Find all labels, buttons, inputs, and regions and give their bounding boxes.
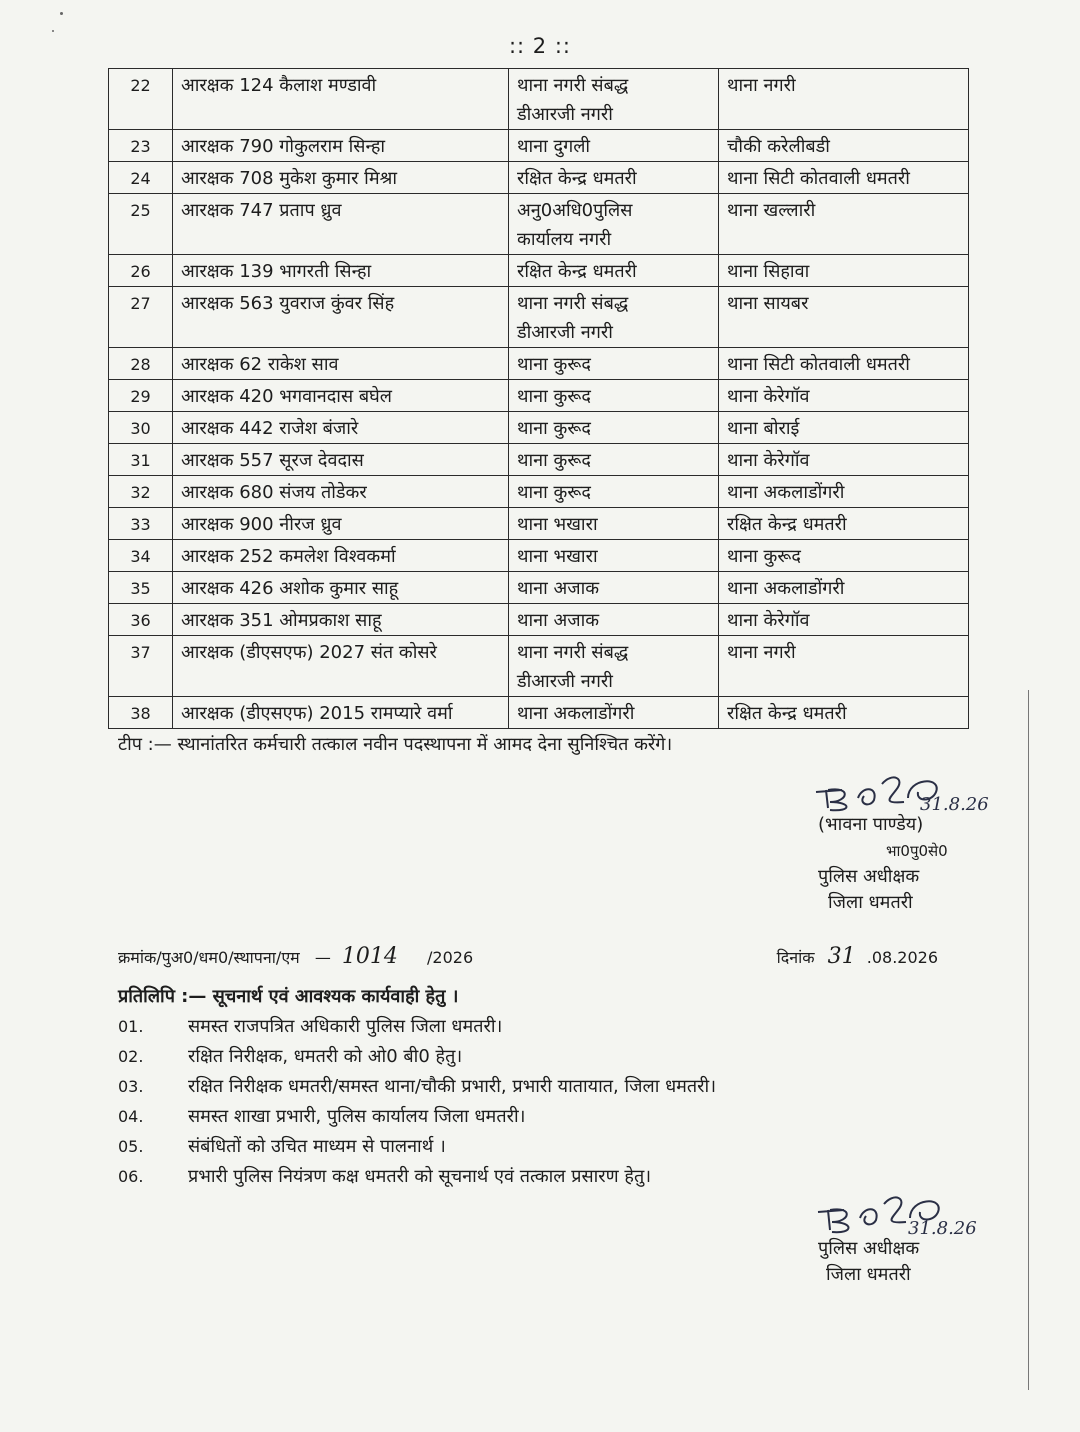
new-posting-cell: थाना केरेगॉव: [719, 604, 969, 636]
current-posting-line: थाना नगरी संबद्ध: [517, 293, 629, 314]
copy-item: [118, 1132, 716, 1162]
current-posting-cell: [509, 380, 719, 412]
new-posting-cell: थाना बोराई: [719, 412, 969, 444]
scan-speck: [52, 30, 54, 32]
employee-cell: आरक्षक 442 राजेश बंजारे: [173, 412, 509, 444]
current-posting-line: थाना भखारा: [517, 514, 598, 535]
reference-number: 1014: [341, 944, 398, 969]
new-posting-cell: थाना केरेगॉव: [719, 380, 969, 412]
current-posting-line: थाना कुरूद: [517, 450, 591, 471]
copy-item: [118, 1162, 716, 1192]
employee-cell: आरक्षक 420 भगवानदास बघेल: [173, 380, 509, 412]
current-posting-line: रक्षित केन्द्र धमतरी: [517, 261, 637, 282]
copy-item-text: संबंधितों को उचित माध्यम से पालनार्थ ।: [188, 1136, 446, 1157]
date-label: दिनांक: [776, 948, 815, 967]
current-posting-line: थाना कुरूद: [517, 418, 591, 439]
current-posting-line: अनु0अधि0पुलिस: [517, 200, 633, 221]
serial-cell: 29: [109, 380, 173, 412]
copy-item-number: 02.: [118, 1047, 144, 1066]
current-posting-cell: [509, 162, 719, 194]
employee-cell: आरक्षक 62 राकेश साव: [173, 348, 509, 380]
employee-cell: आरक्षक 252 कमलेश विश्वकर्मा: [173, 540, 509, 572]
current-posting-cell: [509, 194, 719, 255]
current-posting-cell: [509, 540, 719, 572]
serial-cell: 32: [109, 476, 173, 508]
signature-scribble: [814, 1190, 1014, 1236]
current-posting-line: थाना कुरूद: [517, 386, 591, 407]
serial-cell: 38: [109, 697, 173, 729]
current-posting-line: थाना अजाक: [517, 578, 600, 599]
signature-date: 31.8.26: [908, 1218, 977, 1236]
current-posting-cell: [509, 636, 719, 697]
reference-date: [777, 944, 938, 969]
copy-item-number: 01.: [118, 1017, 144, 1036]
current-posting-line: डीआरजी नगरी: [517, 322, 613, 343]
current-posting-line: थाना कुरूद: [517, 354, 591, 375]
current-posting-line: कार्यालय नगरी: [517, 229, 612, 250]
employee-cell: आरक्षक 426 अशोक कुमार साहू: [173, 572, 509, 604]
reference-prefix: क्रमांक/पुअ0/धम0/स्थापना/एम: [118, 948, 300, 967]
new-posting-cell: थाना सिहावा: [719, 255, 969, 287]
table-row: [109, 162, 969, 194]
employee-cell: आरक्षक (डीएसएफ) 2027 संत कोसरे: [173, 636, 509, 697]
serial-cell: 35: [109, 572, 173, 604]
employee-cell: आरक्षक 563 युवराज कुंवर सिंह: [173, 287, 509, 348]
table-row: [109, 508, 969, 540]
current-posting-cell: [509, 255, 719, 287]
employee-cell: आरक्षक (डीएसएफ) 2015 रामप्यारे वर्मा: [173, 697, 509, 729]
date-rest: .08.2026: [866, 948, 938, 967]
table-row: [109, 69, 969, 130]
new-posting-cell: थाना केरेगॉव: [719, 444, 969, 476]
serial-cell: 37: [109, 636, 173, 697]
table-row: [109, 287, 969, 348]
copy-item-text: समस्त राजपत्रित अधिकारी पुलिस जिला धमतरी।: [188, 1016, 503, 1037]
copy-title: प्रतिलिपि :— सूचनार्थ एवं आवश्यक कार्यवाही हेतु ।: [118, 986, 459, 1007]
current-posting-cell: [509, 572, 719, 604]
employee-cell: आरक्षक 900 नीरज ध्रुव: [173, 508, 509, 540]
current-posting-cell: [509, 444, 719, 476]
transfer-table-body: [109, 69, 969, 729]
transfer-table: [108, 68, 969, 729]
scan-speck: [60, 12, 63, 15]
copy-item: [118, 1012, 716, 1042]
signature-scribble: [812, 768, 1012, 814]
reference-line: क्रमांक/पुअ0/धम0/स्थापना/एम — 1014 /2026 दिनांक 31 .08.2026: [118, 944, 938, 969]
table-row: [109, 476, 969, 508]
signatory-district: जिला धमतरी: [828, 892, 913, 913]
current-posting-cell: [509, 412, 719, 444]
serial-cell: 28: [109, 348, 173, 380]
employee-cell: आरक्षक 557 सूरज देवदास: [173, 444, 509, 476]
serial-cell: 24: [109, 162, 173, 194]
page-number: :: 2 ::: [508, 34, 571, 58]
employee-cell: आरक्षक 680 संजय तोडेकर: [173, 476, 509, 508]
table-row: [109, 380, 969, 412]
table-row: [109, 444, 969, 476]
table-row: [109, 540, 969, 572]
copy-item: [118, 1102, 716, 1132]
reference-year: /2026: [427, 948, 474, 967]
new-posting-cell: रक्षित केन्द्र धमतरी: [719, 697, 969, 729]
table-row: [109, 348, 969, 380]
copy-item-number: 03.: [118, 1077, 144, 1096]
current-posting-line: थाना नगरी संबद्ध: [517, 75, 629, 96]
copy-item-number: 06.: [118, 1167, 144, 1186]
table-row: [109, 604, 969, 636]
new-posting-cell: थाना अकलाडोंगरी: [719, 572, 969, 604]
current-posting-cell: [509, 69, 719, 130]
table-row: [109, 130, 969, 162]
current-posting-line: थाना दुगली: [517, 136, 591, 157]
signatory-service: भा0पु0से0: [886, 842, 948, 860]
copy-list: [118, 1012, 716, 1192]
serial-cell: 25: [109, 194, 173, 255]
serial-cell: 33: [109, 508, 173, 540]
current-posting-line: डीआरजी नगरी: [517, 104, 613, 125]
current-posting-line: रक्षित केन्द्र धमतरी: [517, 168, 637, 189]
current-posting-cell: [509, 287, 719, 348]
employee-cell: आरक्षक 790 गोकुलराम सिन्हा: [173, 130, 509, 162]
current-posting-cell: [509, 476, 719, 508]
copy-item-number: 04.: [118, 1107, 144, 1126]
signatory-block: [818, 812, 948, 916]
new-posting-cell: थाना सिटी कोतवाली धमतरी: [719, 348, 969, 380]
current-posting-line: डीआरजी नगरी: [517, 671, 613, 692]
signature-date: 31.8.26: [920, 794, 989, 814]
current-posting-line: थाना नगरी संबद्ध: [517, 642, 629, 663]
serial-cell: 36: [109, 604, 173, 636]
serial-cell: 31: [109, 444, 173, 476]
new-posting-cell: थाना सिटी कोतवाली धमतरी: [719, 162, 969, 194]
table-row: [109, 572, 969, 604]
signatory-district: जिला धमतरी: [826, 1264, 911, 1285]
serial-cell: 22: [109, 69, 173, 130]
table-row: [109, 194, 969, 255]
copy-item-number: 05.: [118, 1137, 144, 1156]
new-posting-cell: थाना नगरी: [719, 636, 969, 697]
new-posting-cell: थाना अकलाडोंगरी: [719, 476, 969, 508]
employee-cell: आरक्षक 708 मुकेश कुमार मिश्रा: [173, 162, 509, 194]
table-row: [109, 412, 969, 444]
current-posting-cell: [509, 508, 719, 540]
current-posting-line: थाना अजाक: [517, 610, 600, 631]
new-posting-cell: थाना कुरूद: [719, 540, 969, 572]
serial-cell: 30: [109, 412, 173, 444]
table-row: [109, 697, 969, 729]
signatory-name: (भावना पाण्डेय): [818, 814, 924, 835]
date-day: 31: [827, 944, 856, 969]
new-posting-cell: थाना नगरी: [719, 69, 969, 130]
employee-cell: आरक्षक 124 कैलाश मण्डावी: [173, 69, 509, 130]
copy-item-text: रक्षित निरीक्षक धमतरी/समस्त थाना/चौकी प्रभारी, प्रभारी यातायात, जिला धमतरी।: [188, 1076, 717, 1097]
new-posting-cell: चौकी करेलीबडी: [719, 130, 969, 162]
employee-cell: आरक्षक 139 भागरती सिन्हा: [173, 255, 509, 287]
current-posting-cell: [509, 130, 719, 162]
serial-cell: 26: [109, 255, 173, 287]
note: टीप :— स्थानांतरित कर्मचारी तत्काल नवीन पदस्थापना में आमद देना सुनिश्चित करेंगे।: [118, 734, 673, 755]
scan-edge-line: [1028, 690, 1029, 1390]
new-posting-cell: थाना खल्लारी: [719, 194, 969, 255]
copy-item: [118, 1042, 716, 1072]
current-posting-cell: [509, 604, 719, 636]
table-row: [109, 636, 969, 697]
new-posting-cell: रक्षित केन्द्र धमतरी: [719, 508, 969, 540]
current-posting-line: थाना अकलाडोंगरी: [517, 703, 635, 724]
current-posting-line: थाना कुरूद: [517, 482, 591, 503]
copy-item-text: समस्त शाखा प्रभारी, पुलिस कार्यालय जिला धमतरी।: [188, 1106, 526, 1127]
copy-item-text: प्रभारी पुलिस नियंत्रण कक्ष धमतरी को सूचनार्थ एवं तत्काल प्रसारण हेतु।: [188, 1166, 652, 1187]
serial-cell: 23: [109, 130, 173, 162]
current-posting-line: थाना भखारा: [517, 546, 598, 567]
new-posting-cell: थाना सायबर: [719, 287, 969, 348]
signatory-designation: पुलिस अधीक्षक: [818, 866, 920, 887]
current-posting-cell: [509, 697, 719, 729]
copy-item-text: रक्षित निरीक्षक, धमतरी को ओ0 बी0 हेतु।: [188, 1046, 463, 1067]
signatory-designation: पुलिस अधीक्षक: [818, 1238, 920, 1259]
table-row: [109, 255, 969, 287]
serial-cell: 27: [109, 287, 173, 348]
employee-cell: आरक्षक 747 प्रताप ध्रुव: [173, 194, 509, 255]
signatory-block: [818, 1236, 919, 1288]
employee-cell: आरक्षक 351 ओमप्रकाश साहू: [173, 604, 509, 636]
current-posting-cell: [509, 348, 719, 380]
copy-item: [118, 1072, 716, 1102]
serial-cell: 34: [109, 540, 173, 572]
